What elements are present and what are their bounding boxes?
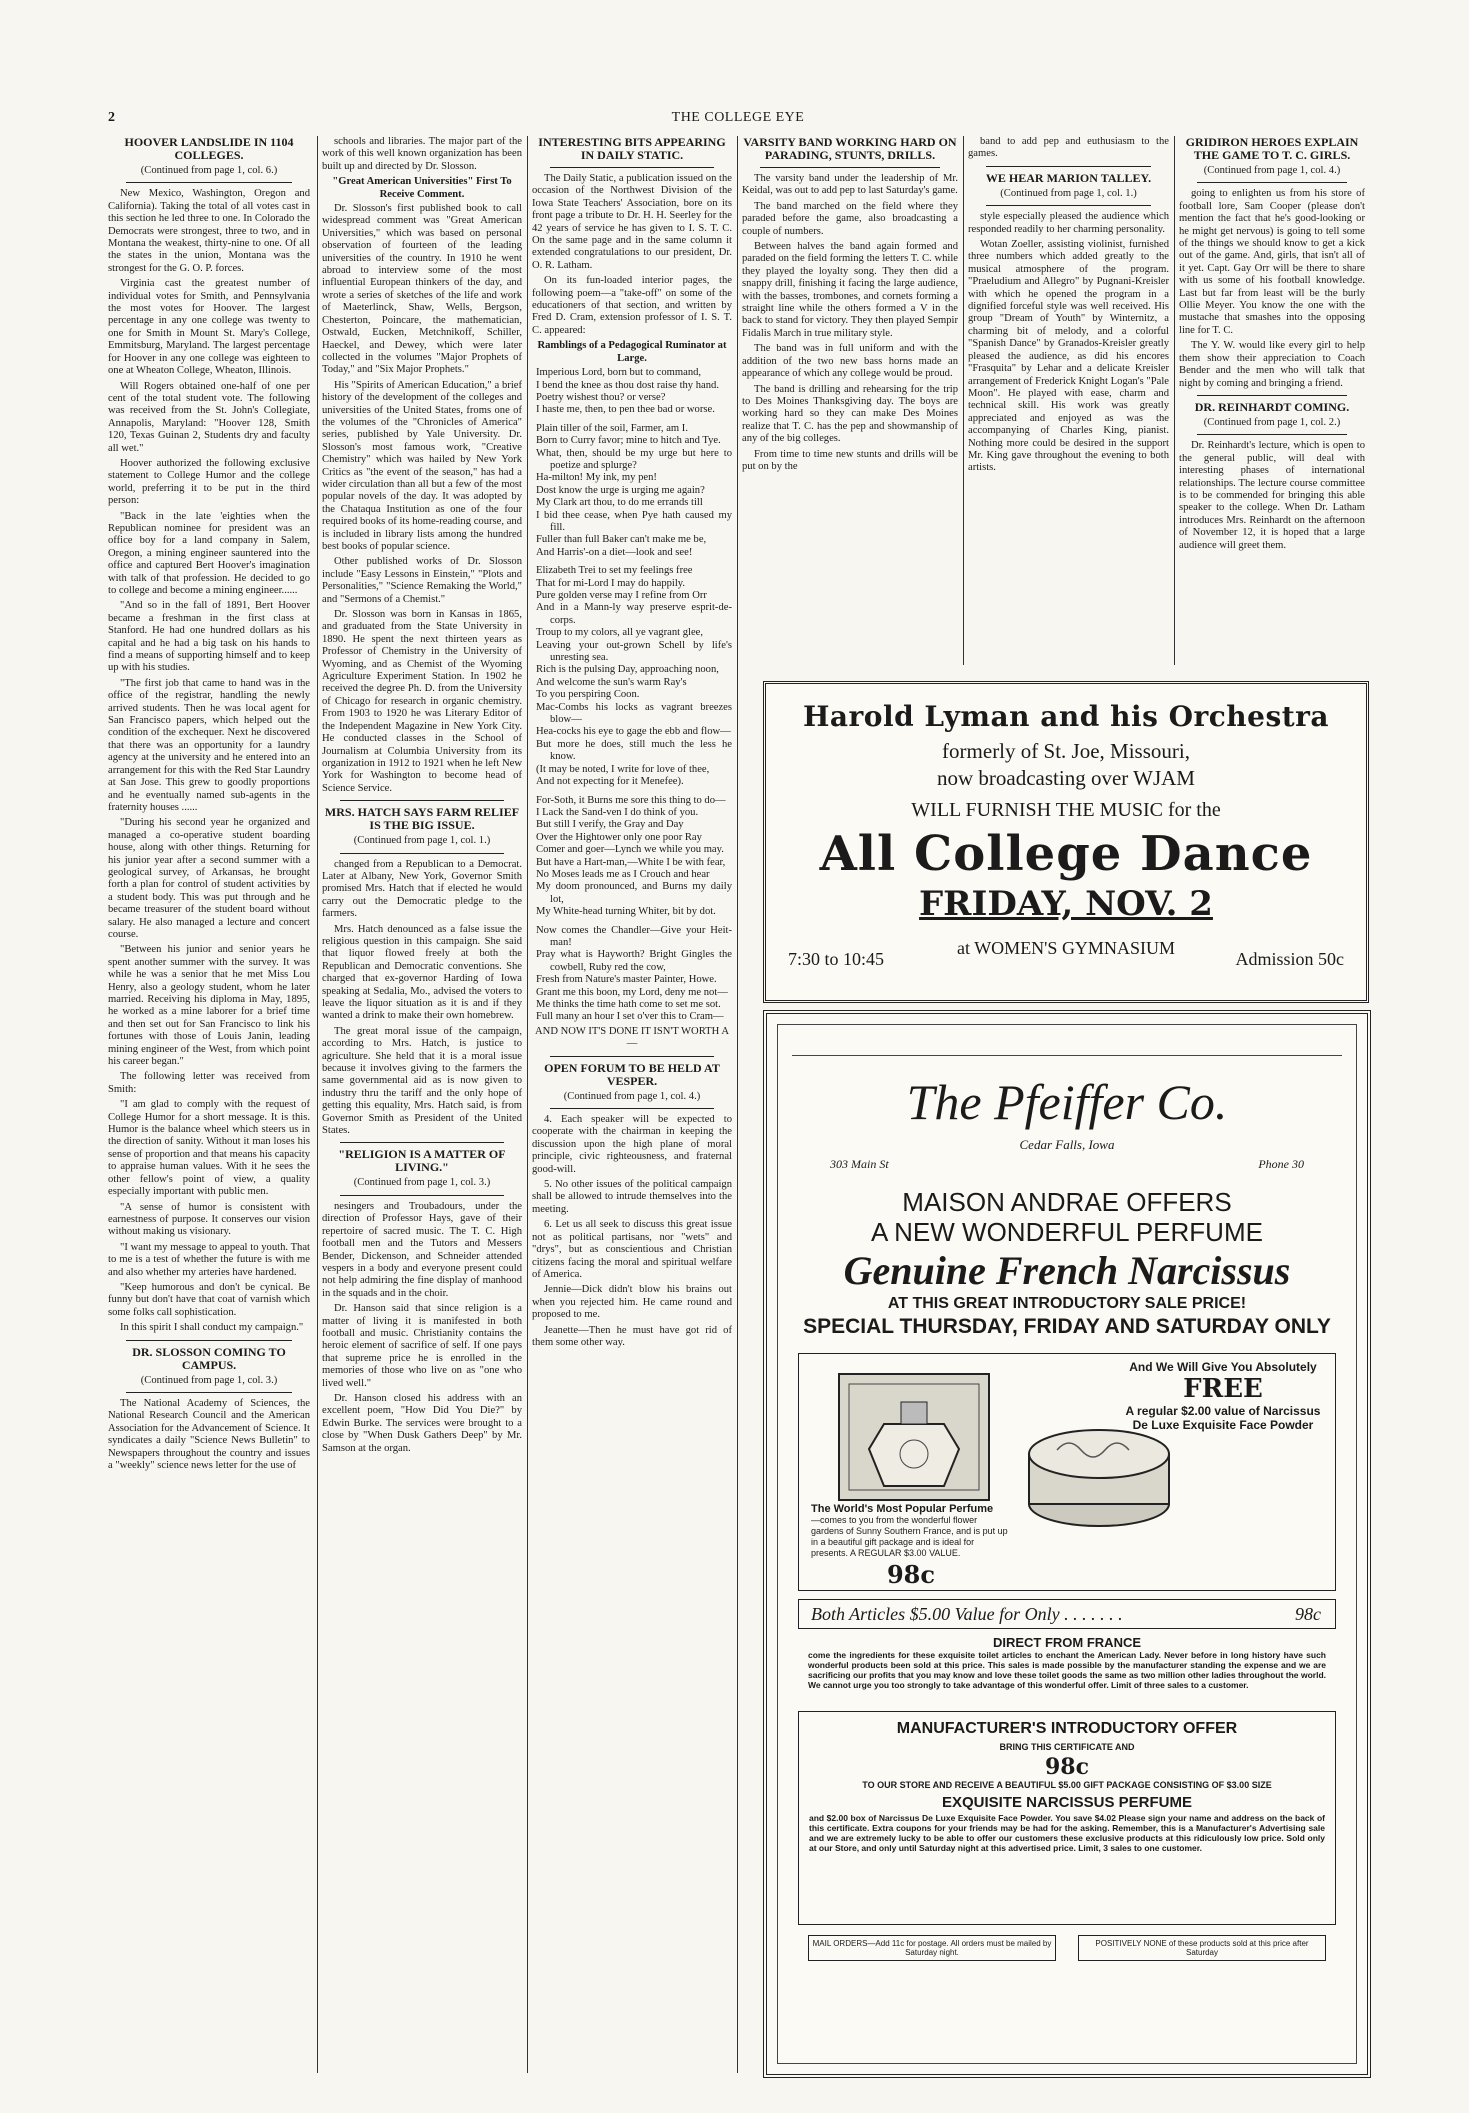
paragraph: "I want my message to appeal to youth. That to me is a test of whether the future is with me and also whether my arteries have hardened.	[108, 1241, 310, 1278]
poem-line: And Harris'-on a diet—look and see!	[536, 546, 693, 558]
paragraph: "The first job that came to hand was in the office of the registrar, handling the newly arrived students. Then he was local agent for San Francisco papers, which helped out the condition of the exchequer. Next he discovered that there was an opportunity for a laundry agency at the university and he entered into an arrangement for this with the Red Star Laundry at San Jose. This grew to goodly proportions and he eventually named sub-agents in the fraternity houses ......	[108, 677, 310, 813]
poem-line: But have a Hart-man,—White I be with fear,	[536, 856, 726, 868]
paragraph: Jennie—Dick didn't blow his brains out when you rejected him. He came round and proposed to me.	[532, 1284, 732, 1321]
paragraph: 6. Let us all seek to discuss this great issue not as political partisans, nor "wets" and "drys", but as conscientious and Christian citizens facing the moral and spiritual welfare of America.	[532, 1219, 732, 1280]
ornamental-border	[792, 1041, 1342, 1056]
paragraph: The National Academy of Sciences, the National Research Council and the American Association for the Advancement of Science. It syndicates a daily "Science News Bulletin" to Newspapers throughout the country and issues a "weekly" science news letter for the use of	[108, 1397, 310, 1471]
introductory-coupon	[798, 1711, 1336, 1925]
paragraph: Hoover authorized the following exclusive statement to College Humor and the college world, preferring it to be put in the third person:	[108, 457, 310, 507]
poem-line: I haste me, then, to pen thee bad or worse.	[536, 404, 715, 416]
paragraph: The Daily Static, a publication issued on the occasion of the Northwest Division of the Iowa State Teachers' Association, bore on its front page a tribute to Dr. H. H. Seerley for the 42 years of service he has given to I. S. T. C. On the same page and in the same column it extended congratulations to our president, Dr. O. R. Latham.	[532, 173, 732, 271]
divider	[1197, 182, 1347, 183]
poem-line: What, then, should be my urge but here to poetize and splurge?	[536, 447, 732, 471]
paragraph: band to add pep and euthusiasm to the games.	[968, 136, 1169, 160]
event-venue: at WOMEN'S GYMNASIUM	[957, 938, 1175, 958]
band-origin: formerly of St. Joe, Missouri,	[942, 739, 1190, 763]
poem-title: Ramblings of a Pedagogical Ruminator at Large.	[537, 340, 727, 364]
offer-line: MAISON ANDRAE OFFERS	[902, 1187, 1232, 1217]
poem-line: Fresh from Nature's master Painter, Howe.	[536, 974, 717, 986]
direct-body: come the ingredients for these exquisite toilet articles to enchant the American Lady. Never before in long history have such wonderful products been sold at this price. This sales is made possible by the manufacturer standing the expense and we are sacrificing our profits that you may know and love these toilet goods the same as two million other ladies throughout the world. We cannot urge you too strongly to take advantage of this wonderful offer. Limit of three sales to a customer.	[808, 1650, 1326, 1690]
company-address: 303 Main St	[830, 1157, 889, 1171]
paragraph: Wotan Zoeller, assisting violinist, furnished three numbers which added greatly to the musical atmosphere of the program. "Praeludium and Allegro" by Pugnani-Kreisler with which he opened the program in a dignified forceful style was well received. His group "Dream of Youth" by Winternitz, a charming bit of melody, and a colorful "Spanish Dance" by Granados-Kreisler greatly pleased the audience, as did his encores "Frasquita" by Lehar and a delicate Kreisler arrangement of Frederick Knight Logan's "Pale Moon". He played with ease, charm and technical skill. His work was greatly appreciated and enjoyed as was the accompanying of Charles King, pianist. Nothing more could be desired in the support Mr. King gave throughout the evening to both artists.	[968, 239, 1169, 474]
continued-note: (Continued from page 1, col. 1.)	[1000, 187, 1137, 199]
poem-line: Now comes the Chandler—Give your Heit-man!	[536, 924, 732, 948]
article-body	[322, 203, 522, 795]
pfeiffer-advertisement	[763, 1010, 1371, 2078]
paper-name: THE COLLEGE EYE	[671, 110, 805, 125]
poem-end: AND NOW IT'S DONE IT ISN'T WORTH A—	[535, 1025, 729, 1050]
subhead: "Great American Universities" First To Receive Comment.	[332, 176, 512, 200]
poem-line: Pure golden verse may I refine from Orr	[536, 590, 707, 601]
divider	[550, 1108, 714, 1109]
column-rule	[317, 136, 318, 2073]
popular-body: —comes to you from the wonderful flower gardens of Sunny Southern France, and is put up in a beautiful gift package and is ideal for presents. A REGULAR $3.00 VALUE.	[811, 1515, 1008, 1558]
page-header	[108, 106, 1368, 132]
divider	[1197, 395, 1347, 396]
poem-line: I bid thee cease, when Pye hath caused my fill.	[536, 509, 732, 533]
continued-note: (Continued from page 1, col. 4.)	[1203, 165, 1341, 176]
paragraph: Virginia cast the greatest number of individual votes for Smith, and Pennsylvania the most votes for Hoover. The largest percentage in any one college was twenty to one for Smith in Mount St. Mary's College, Emmitsburg, Maryland. The largest percentage for Hoover in any one college was eighteen to one at Wheaton College, Wheaton, Illinois.	[108, 278, 310, 377]
article-body	[108, 188, 310, 1334]
paragraph: Mrs. Hatch denounced as a false issue the religious question in this campaign. She said that liquor flowed freely at both the Republican and Democratic conventions. She charged that ex-governor Harding of Iowa speaking at Sedalia, Mo., advised the voters to leave the liquor situation as it is and if they wanted a drink to make their own homebrew.	[322, 923, 522, 1022]
divider	[340, 1142, 504, 1143]
event-date: FRIDAY, NOV. 2	[919, 884, 1213, 924]
paragraph: The Y. W. would like every girl to help them show their appreciation to Coach Bender and the men who will talk that night by coming and bringing a friend.	[1179, 340, 1365, 389]
paragraph: From time to time new stunts and drills will be put on by the	[742, 448, 958, 472]
poem-line: For-Soth, it Burns me sore this thing to do—	[536, 794, 726, 806]
paragraph: going to enlighten us from his store of football lore, Sam Cooper (please don't mention the fact that he's good-looking or he might get nervous) is going to tell some of the things we should know to get a kick out of the game. And, girls, that isn't all of it yet. Capt. Gay Orr will be there to share with us some of his football knowledge. Last but far from least will be the burly Ollie Meyer. You know the one with the mustache that smashes into the opposing line for T. C.	[1179, 188, 1365, 336]
headline-static: INTERESTING BITS APPEARING IN DAILY STATIC.	[538, 136, 726, 162]
free-label: FREE	[1183, 1374, 1263, 1404]
regular-value: A regular $2.00 value of Narcissus De Luxe Exquisite Face Powder	[1125, 1404, 1321, 1432]
coupon-title: MANUFACTURER'S INTRODUCTORY OFFER	[896, 1720, 1238, 1737]
divider	[986, 205, 1151, 206]
paragraph: Dr. Slosson's first published book to call widespread comment was "Great American Universities," which was based on personal observation of fourteen of the leading universities of the country. In 1910 he went abroad to interview some of the most influential European thinkers of the day, and wrote a series of sketches of the life and work of Maeterlinck, Shaw, Wells, Bergson, Chesterton, Poincare, the mathematician, Ostwald, Eucken, Metchnikoff, Schiller, Haeckel, and Dewey, which were later collected in the volumes "Major Prophets of Today," and "Six Major Prophets."	[322, 203, 522, 376]
paragraph: On its fun-loaded interior pages, the following poem—a "take-off" on some of the educationers of that section, and written by Fred D. Cram, extension professor of I. S. T. C. appeared:	[532, 275, 732, 336]
paragraph: "A sense of humor is consistent with earnestness of purpose. It conserves our vision without making us visionary.	[108, 1201, 310, 1238]
headline-band: VARSITY BAND WORKING HARD ON PARADING, STUNTS, DRILLS.	[743, 136, 957, 162]
paragraph: changed from a Republican to a Democrat. Later at Albany, New York, Governor Smith promised Mrs. Hatch that if elected he would carry out the Democratic pledge to the farmers.	[322, 858, 522, 920]
poem-line: Over the Hightower only one poor Ray	[536, 831, 702, 843]
perfume-bottle-icon	[839, 1374, 989, 1500]
poem-line: Full many an hour I set o'ver this to Cram—	[536, 1011, 724, 1023]
paragraph: schools and libraries. The major part of the work of this well known organization has been built up and directed by Dr. Slosson.	[322, 136, 522, 172]
paragraph: The following letter was received from Smith:	[108, 1071, 310, 1095]
price-label: 98c	[886, 1560, 935, 1589]
poem-line: Dost know the urge is urging me again?	[536, 484, 705, 496]
paragraph: Jeanette—Then he must have got rid of them some other way.	[532, 1324, 732, 1348]
article-body	[968, 136, 1169, 161]
poem-line: Ha-milton! My ink, my pen!	[536, 472, 657, 484]
poem-line: To you perspiring Coon.	[536, 689, 640, 701]
divider	[340, 800, 504, 801]
poem-line: Leaving your out-grown Schell by life's unresting sea.	[536, 639, 732, 664]
company-city: Cedar Falls, Iowa	[1019, 1137, 1115, 1152]
poem-line: I Lack the Sand-ven I do think of you.	[536, 806, 699, 818]
free-offer	[1123, 1360, 1323, 1432]
column-rule	[963, 136, 964, 665]
event-time: 7:30 to 10:45	[788, 949, 885, 969]
coupon-price: 98c	[1044, 1754, 1089, 1780]
divider	[550, 1056, 714, 1057]
company-phone: Phone 30	[1258, 1157, 1304, 1171]
column-4	[742, 136, 958, 665]
event-title: All College Dance	[819, 826, 1313, 882]
paragraph: "During his second year he organized and managed a co-operative student boarding house, along with other things. Returning for his junior year after a second summer with a geological survey, of Arkansas, he brought forth a plan for control of student activities by a student body. This was put through and he became treasurer of the student board without salary. He also managed a lecture and concert course.	[108, 817, 310, 940]
poem-line: My doom pronounced, and Burns my daily lot,	[536, 881, 732, 905]
poem-line: Rich is the pulsing Day, approaching noon,	[536, 664, 719, 676]
popular-title: The World's Most Popular Perfume	[811, 1503, 994, 1515]
paragraph: style especially pleased the audience which responded readily to her charming personality.	[968, 211, 1169, 235]
headline-hoover: HOOVER LANDSLIDE IN 1104 COLLEGES.	[124, 136, 294, 162]
divider	[126, 1340, 292, 1341]
paragraph: Between halves the band again formed and paraded on the field forming the letters T. C. while they played the loyalty song. They then did a snappy drill, finishing it facing the large audience, with the basses, trombones, and cornets forming a straight line while the others formed a V in the back to stand for victory. They then played Sempir Fidalis March in true military style.	[742, 241, 958, 339]
column-rule	[527, 136, 528, 2073]
headline-reinhardt: DR. REINHARDT COMING.	[1194, 399, 1350, 414]
poem-line: Troup to my colors, all ye vagrant glee,	[536, 627, 704, 639]
band-broadcast: now broadcasting over WJAM	[937, 766, 1195, 790]
poem-line: But still I verify, the Gray and Day	[536, 819, 684, 831]
headline-religion: "RELIGION IS A MATTER OF LIVING."	[338, 1147, 506, 1175]
poem	[532, 367, 732, 1024]
article-body	[108, 1398, 310, 1472]
company-name: The Pfeiffer Co.	[906, 1074, 1228, 1130]
paragraph: The band marched on the field where they paraded before the game, also broadcasting a couple of numbers.	[742, 200, 958, 237]
paragraph: Dr. Slosson was born in Kansas in 1865, and graduated from the State University in 1890. He spent the next thirteen years as Professor of Chemistry in the University of Wyoming, and as Chemist of the Wyoming Agriculture Experiment Station. In 1902 he received the degree Ph. D. from the University of Chicago for research in organic chemistry. From 1903 to 1920 he was Literary Editor of the Independent Magazine in New York City. He conducted classes in the School of Journalism at Columbia University from its organization in 1912 to 1921 when he left New York for Washington to become head of Science Service.	[322, 609, 522, 794]
poem-line: But more he does, still much the less he know.	[536, 738, 732, 763]
poem-line: And welcome the sun's warm Ray's	[536, 676, 687, 688]
page-number: 2	[108, 110, 115, 125]
column-6	[1179, 136, 1365, 665]
paragraph: Will Rogers obtained one-half of one per cent of the total student vote. The following was received from the St. John's Collegiate, Annapolis, Maryland: "Hoover 128, Smith 120, Texas Guinan 2, Students dry and faculty all wet."	[108, 380, 310, 454]
paragraph: "And so in the fall of 1891, Bert Hoover became a freshman in the first class at Stanford. He had one hundred dollars as his capital and he had a big task on his hands to find a means of supporting himself and to keep up with his studies.	[108, 600, 310, 674]
divider	[126, 182, 292, 183]
dance-advertisement	[763, 681, 1369, 1003]
paragraph: In this spirit I shall conduct my campaign."	[120, 1322, 304, 1334]
column-3	[532, 136, 732, 2073]
paragraph: His "Spirits of American Education," a brief history of the development of the colleges and universities of the United States, froms one of the volumes of the "Chronicles of America" series, published by Yale University. Dr. Slosson's most famous work, "Creative Chemistry" which was hailed by New York Critics as "the event of the season," has had a wider circulation than all but a few of the most popular novels of the day. It was adopted by the Chataqua Institution as one of the four required books of its home-reading course, and is included in library lists among the hundred best books of popular science.	[322, 379, 522, 552]
paragraph: Other published works of Dr. Slosson include "Easy Lessons in Einstein," "Plots and Personalities," "Science Remaking the World," and "Sermons of a Chemist."	[322, 556, 522, 605]
poem-line: Grant me this boon, my Lord, deny me not—	[536, 986, 728, 998]
direct-from-france	[808, 1635, 1326, 1690]
headline-slosson: DR. SLOSSON COMING TO CAMPUS.	[132, 1344, 286, 1372]
poem-line: My Clark art thou, to do me errands till	[536, 497, 703, 509]
offer-line: A NEW WONDERFUL PERFUME	[871, 1217, 1263, 1247]
column-rule	[1174, 136, 1175, 665]
paragraph: nesingers and Troubadours, under the direction of Professor Hays, gave of their repertoire of sacred music. The T. C. High football men and the Tutors and Messers Bender, Dickenson, and Schneider attended vespers in a body and everyone present could not help admiring the fine display of manhood in the squads and in the choir.	[322, 1200, 522, 1299]
article-body	[1179, 440, 1365, 552]
article-body	[322, 859, 522, 1138]
paragraph: The band is drilling and rehearsing for the trip to Des Moines Thanksgiving day. The boys are working hard so they can make Des Moines realize that T. C. has the pep and showmanship of any of the big colleges.	[742, 383, 958, 445]
both-articles	[798, 1599, 1336, 1629]
paragraph: Dr. Reinhardt's lecture, which is open to the general public, will deal with interesting phases of international relationships. The lecture course committee is to be commended for bringing this able speaker to the college. When Dr. Latham introduces Mrs. Reinhardt on the afternoon of November 12, it is hoped that a large audience will greet them.	[1179, 440, 1365, 551]
poem-line: And in a Mann-ly way preserve esprit-de-corps.	[536, 602, 732, 626]
product-name: Genuine French Narcissus	[843, 1248, 1291, 1293]
headline-forum: OPEN FORUM TO BE HELD AT VESPER.	[544, 1060, 720, 1088]
direct-title: DIRECT FROM FRANCE	[992, 1635, 1142, 1650]
article-body	[742, 173, 958, 473]
poem-line: Fuller than full Baker can't make me be,	[536, 534, 707, 546]
coupon-product: EXQUISITE NARCISSUS PERFUME	[941, 1794, 1193, 1811]
poem-line: That for mi-Lord I may do happily.	[536, 577, 686, 589]
give-line: And We Will Give You Absolutely	[1129, 1360, 1317, 1374]
headline-gridiron: GRIDIRON HEROES EXPLAIN THE GAME TO T. C. GIRLS.	[1185, 136, 1359, 162]
paragraph: "I am glad to comply with the request of College Humor for a short message. It is this. Humor is the balance wheel which steers us in the direction of sanity. Without it man loses his sense of proportion and that means his capacity to appraise human values. With it he sees the other fellow's point of view, a quality especially important with public men.	[108, 1099, 310, 1198]
article-body	[322, 1201, 522, 1455]
special-line: SPECIAL THURSDAY, FRIDAY AND SATURDAY ONLY	[803, 1315, 1331, 1338]
continued-note: (Continued from page 1, col. 2.)	[1203, 416, 1341, 428]
poem-line: Me thinks the time hath come to set me sot.	[536, 999, 721, 1010]
continued-note: (Continued from page 1, col. 3.)	[140, 1374, 278, 1386]
powder-box-icon	[1029, 1430, 1169, 1526]
continued-note: (Continued from page 1, col. 6.)	[140, 165, 278, 176]
column-1	[108, 136, 310, 2073]
poem-line: No Moses leads me as I Crouch and hear	[536, 868, 710, 880]
column-5	[968, 136, 1169, 665]
continued-note: (Continued from page 1, col. 4.)	[563, 1090, 701, 1102]
poem-line: And not expecting for it Menefee).	[536, 776, 684, 788]
poem-line: Born to Curry favor; mine to hitch and Tye.	[536, 435, 721, 447]
poem-line: Plain tiller of the soil, Farmer, am I.	[536, 422, 688, 434]
none-sold-note: POSITIVELY NONE of these products sold at this price after Saturday	[1078, 1935, 1326, 1961]
continued-note: (Continued from page 1, col. 1.)	[353, 835, 491, 847]
column-rule	[737, 136, 738, 2073]
paragraph: The great moral issue of the campaign, according to Mrs. Hatch, is justice to agriculture. She held that it is a moral issue because it involves giving to the farmers the same governmental aid as is now given to industry thru the tariff and the only hope of getting this equality, Mrs. Hatch said, is from Governor Smith as President of the United States.	[322, 1025, 522, 1137]
paragraph: The varsity band under the leadership of Mr. Keidal, was out to add pep to last Saturday's game.	[742, 173, 958, 197]
product-box	[798, 1353, 1336, 1591]
poem-line: Mac-Combs his locks as vagrant breezes blow—	[536, 701, 732, 726]
event-admission: Admission 50c	[1235, 949, 1344, 969]
ad-inner-border	[777, 1024, 1357, 2064]
paragraph: The band was in full uniform and with the addition of the two new bass horns made an appearance of which any college would be proud.	[742, 343, 958, 380]
poem-line: Poetry wishest thou? or verse?	[536, 391, 666, 403]
divider	[340, 1195, 504, 1196]
coupon-bring: BRING THIS CERTIFICATE AND	[999, 1742, 1135, 1752]
both-price: 98c	[1295, 1604, 1321, 1624]
poem-line: Pray what is Hayworth? Bright Gingles the cowbell, Ruby red the cow,	[536, 949, 732, 973]
continued-note: (Continued from page 1, col. 3.)	[353, 1177, 491, 1189]
paragraph: 4. Each speaker will be expected to cooperate with the chairman in keeping the discussion upon the high plane of moral principle, civic righteousness, and fraternal good-will.	[532, 1114, 732, 1175]
paragraph: "Between his junior and senior years he spent another summer with the survey. It was while he was a senior that he met Miss Lou Henry, also a geology student, whom he later married. Receiving his diploma in May, 1895, he worked as a mine laborer for a brief time and then set out for San Francisco to link his fortunes with those of Louis Janin, leading mining engineer of the West, from which point his career began."	[108, 944, 310, 1068]
headline-talley: WE HEAR MARION TALLEY.	[985, 170, 1152, 185]
poem-line: Comer and goer—Lynch we while you may.	[536, 844, 724, 856]
sale-line: AT THIS GREAT INTRODUCTORY SALE PRICE!	[887, 1295, 1247, 1312]
poem-line: Hea-cocks his eye to gage the ebb and flow—	[536, 726, 731, 738]
poem-line: Elizabeth Trei to set my feelings free	[536, 565, 693, 577]
poem-line: Imperious Lord, born but to command,	[536, 367, 702, 379]
divider	[550, 167, 714, 168]
divider	[126, 1392, 292, 1393]
popular-perfume	[811, 1504, 1011, 1559]
mail-orders-note: MAIL ORDERS—Add 11c for postage. All orders must be mailed by Saturday night.	[808, 1935, 1056, 1961]
headline-hatch: MRS. HATCH SAYS FARM RELIEF IS THE BIG ISSUE.	[324, 805, 520, 833]
band-name: Harold Lyman and his Orchestra	[802, 700, 1330, 733]
coupon-receive: TO OUR STORE AND RECEIVE A BEAUTIFUL $5.00 GIFT PACKAGE CONSISTING OF $3.00 SIZE	[862, 1780, 1272, 1790]
paragraph: 5. No other issues of the political campaign shall be allowed to intrude themselves into the meeting.	[532, 1179, 732, 1215]
divider	[760, 167, 940, 168]
divider	[1197, 434, 1347, 435]
poem-line: My White-head turning Whiter, bit by dot.	[536, 906, 716, 918]
paragraph: Dr. Hanson said that since religion is a matter of living it is manifested in both football and music. Christianity contains the heroic element of sacrifice of self. If one pays that supreme price he is enrolled in the memories of those who live on as "one who lived well."	[322, 1303, 522, 1389]
divider	[340, 853, 504, 854]
article-body	[968, 211, 1169, 475]
paragraph: Dr. Hanson closed his address with an excellent poem, "How Did You Die?" by Edwin Burke. The services were brought to a close by "When Dusk Gathers Deep" by Mr. Samson at the organ.	[322, 1392, 522, 1454]
article-body	[532, 1114, 732, 1349]
poem-line: I bend the knee as thou dost raise thy hand.	[536, 379, 719, 391]
furnish-line: WILL FURNISH THE MUSIC for the	[911, 799, 1221, 821]
paragraph: "Keep humorous and don't be cynical. Be funny but don't have that coat of varnish which some folks call sophistication.	[108, 1281, 310, 1318]
divider	[986, 166, 1151, 167]
poem-line: (It may be noted, I write for love of thee,	[536, 763, 710, 775]
article-body	[322, 136, 522, 173]
column-2	[322, 136, 522, 2073]
article-body	[532, 173, 732, 337]
paragraph: New Mexico, Washington, Oregon and California). Taking the total of all votes cast in this section he led three to one. In Colorado the Democrats were strongest, three to two, and in Montana the weakest, thirty-nine to one. Of all the states in the union, Montana was the strongest for the G. O. P. forces.	[108, 188, 310, 274]
coupon-body: and $2.00 box of Narcissus De Luxe Exquisite Face Powder. You save $4.02 Please sign your name and address on the back of this certificate. Extra coupons for your friends may be had for the asking. Remember, this is a Manufacturer's Advertising sale and we are extremely lucky to be able to offer our customers these exclusive products at this ridiculously low price. Sold only at our Store, and only until Saturday night at this advertised price. Limit, 3 sales to one customer.	[809, 1813, 1325, 1853]
both-label: Both Articles $5.00 Value for Only . . . . . . .	[811, 1604, 1123, 1624]
article-body	[1179, 188, 1365, 390]
paragraph: "Back in the late 'eighties when the Republican nominee for president was an office boy for a land company in Salem, Oregon, a mining engineer sauntered into the office and captured Bert Hoover's imagination with talk of that profession. He decided to go to college and become a mining engineer......	[108, 510, 310, 596]
